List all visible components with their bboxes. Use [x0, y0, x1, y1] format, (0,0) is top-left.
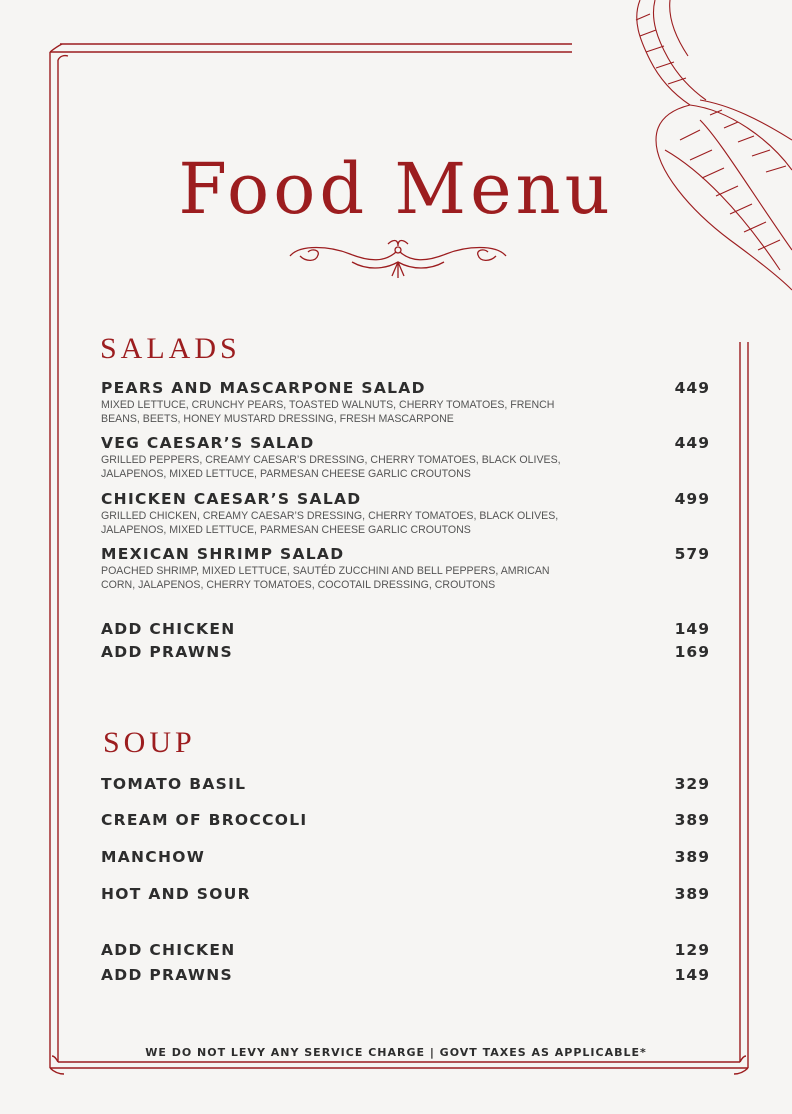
addon-item — [101, 620, 710, 638]
divider-ornament — [290, 241, 506, 279]
addon-price: 149 — [674, 966, 710, 984]
addon-item — [101, 966, 710, 984]
menu-item — [101, 545, 710, 592]
item-description: GRILLED PEPPERS, CREAMY CAESAR’S DRESSING, CHERRY TOMATOES, BLACK OLIVES, JALAPENOS, MIXED LETTUCE, PARMESAN CHEESE GARLIC CROUTONS — [101, 454, 561, 480]
addon-name: ADD CHICKEN — [101, 941, 236, 959]
item-price: 499 — [674, 490, 710, 508]
addon-price: 129 — [674, 941, 710, 959]
item-name: PEARS AND MASCARPONE SALAD — [101, 379, 426, 397]
footer-note: WE DO NOT LEVY ANY SERVICE CHARGE | GOVT TAXES AS APPLICABLE* — [145, 1046, 647, 1059]
menu-item — [101, 811, 710, 829]
menu-item — [101, 490, 710, 537]
item-description: MIXED LETTUCE, CRUNCHY PEARS, TOASTED WALNUTS, CHERRY TOMATOES, FRENCH BEANS, BEETS, HONEY MUSTARD DRESSING, FRESH MASCARPONE — [101, 399, 555, 425]
addon-name: ADD PRAWNS — [101, 643, 233, 661]
item-name: TOMATO BASIL — [101, 775, 247, 793]
item-name: MEXICAN SHRIMP SALAD — [101, 545, 345, 563]
menu-item — [101, 379, 710, 426]
section-title-soup: SOUP — [103, 726, 196, 759]
menu-item — [101, 775, 710, 793]
item-price: 579 — [674, 545, 710, 563]
item-name: VEG CAESAR’S SALAD — [101, 434, 315, 452]
item-description: GRILLED CHICKEN, CREAMY CAESAR’S DRESSING, CHERRY TOMATOES, BLACK OLIVES, JALAPENOS, MIXED LETTUCE, PARMESAN CHEESE GARLIC CROUTONS — [101, 510, 559, 536]
addon-item — [101, 643, 710, 661]
item-price: 389 — [674, 811, 710, 829]
addon-price: 169 — [674, 643, 710, 661]
item-price: 449 — [674, 379, 710, 397]
item-price: 449 — [674, 434, 710, 452]
item-description: POACHED SHRIMP, MIXED LETTUCE, SAUTÉD ZUCCHINI AND BELL PEPPERS, AMRICAN CORN, JALAPENOS, CHERRY TOMATOES, COCOTAIL DRESSING, CROUTONS — [101, 565, 550, 591]
menu-item — [101, 434, 710, 481]
item-name: CREAM OF BROCCOLI — [101, 811, 308, 829]
item-price: 389 — [674, 848, 710, 866]
addon-name: ADD CHICKEN — [101, 620, 236, 638]
menu-item — [101, 848, 710, 866]
item-name: MANCHOW — [101, 848, 206, 866]
addon-item — [101, 941, 710, 959]
item-name: HOT AND SOUR — [101, 885, 251, 903]
item-price: 329 — [674, 775, 710, 793]
leaf-illustration — [636, 0, 792, 290]
section-title-salads: SALADS — [100, 332, 241, 365]
addon-name: ADD PRAWNS — [101, 966, 233, 984]
item-name: CHICKEN CAESAR’S SALAD — [101, 490, 362, 508]
item-price: 389 — [674, 885, 710, 903]
menu-item — [101, 885, 710, 903]
addon-price: 149 — [674, 620, 710, 638]
page-title: Food Menu — [178, 148, 614, 230]
